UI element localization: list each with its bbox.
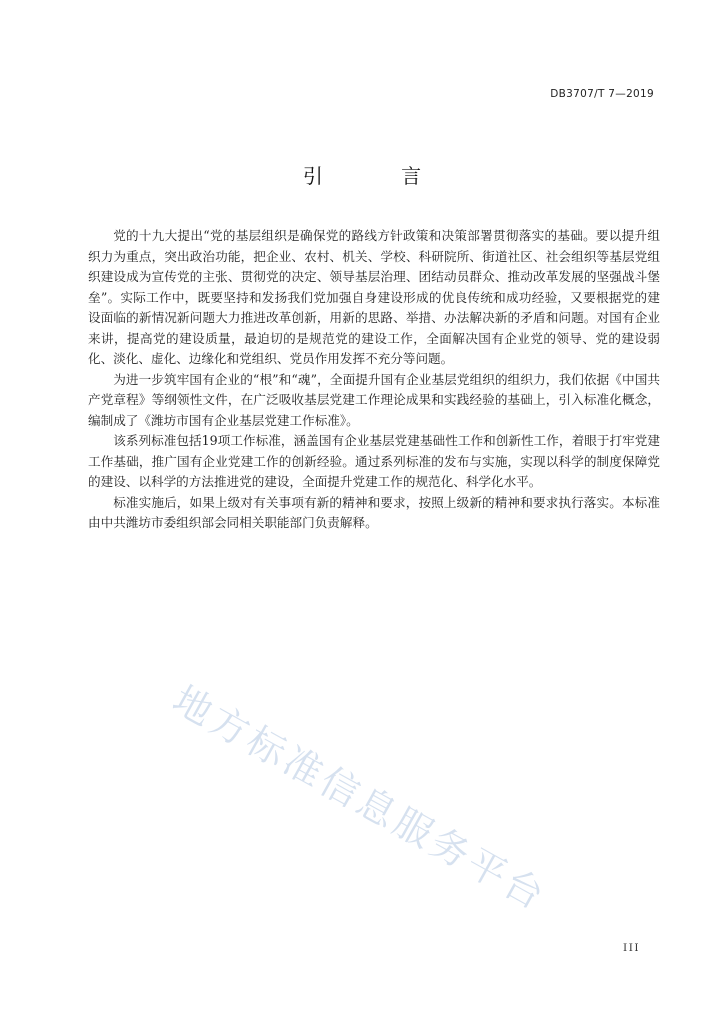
paragraph: 标准实施后，如果上级对有关事项有新的精神和要求，按照上级新的精神和要求执行落实。本标准由中共潍坊市委组织部会同相关职能部门负责解释。 — [88, 494, 660, 530]
paragraph: 该系列标准包括19项工作标准，涵盖国有企业基层党建基础性工作和创新性工作，着眼于打牢党建工作基础，推广国有企业党建工作的创新经验。通过系列标准的发布与实施，实现以科学的制度保障党的建设、以科学的方法推进党的建设，全面提升党建工作的规范化、科学化水平。 — [88, 433, 660, 489]
standard-code: DB3707/T 7—2019 — [550, 88, 654, 100]
page-number: III — [623, 942, 640, 954]
introduction-body — [88, 226, 660, 534]
watermark: 地方标准信息服务平台 — [165, 677, 555, 920]
page-title: 引 言 — [302, 164, 458, 188]
paragraph: 为进一步筑牢国有企业的“根”和“魂”，全面提升国有企业基层党组织的组织力，我们依据《中国共产党章程》等纲领性文件，在广泛吸收基层党建工作理论成果和实践经验的基础上，引入标准化概念，编制成了《潍坊市国有企业基层党建工作标准》。 — [88, 371, 660, 428]
paragraph: 党的十九大提出“党的基层组织是确保党的路线方针政策和决策部署贯彻落实的基础。要以提升组织力为重点，突出政治功能，把企业、农村、机关、学校、科研院所、街道社区、社会组织等基层党组织建设成为宣传党的主张、贯彻党的决定、领导基层治理、团结动员群众、推动改革发展的坚强战斗堡垒”。实际工作中，既要坚持和发扬我们党加强自身建设形成的优良传统和成功经验，又要根据党的建设面临的新情况新问题大力推进改革创新，用新的思路、举措、办法解决新的矛盾和问题。对国有企业来讲，提高党的建设质量，最迫切的是规范党的建设工作，全面解决国有企业党的领导、党的建设弱化、淡化、虚化、边缘化和党组织、党员作用发挥不充分等问题。 — [88, 228, 660, 366]
